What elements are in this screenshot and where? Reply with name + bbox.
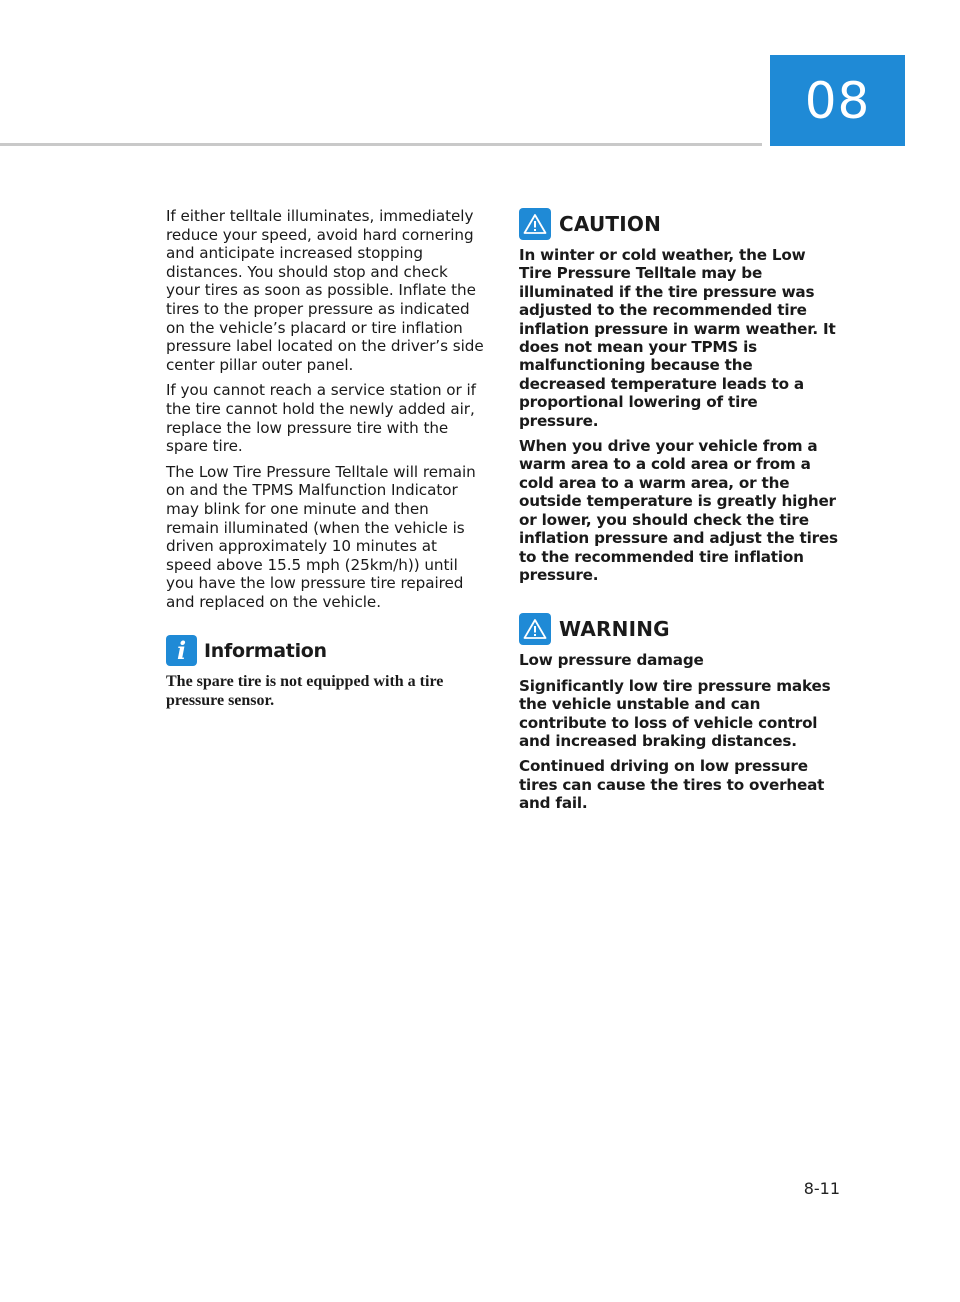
information-title: Information — [204, 639, 327, 662]
warning-triangle-icon — [519, 613, 551, 645]
right-column — [519, 208, 841, 820]
warning-header — [519, 613, 841, 645]
chapter-tab — [770, 55, 905, 146]
info-icon — [166, 635, 197, 666]
information-header — [166, 635, 486, 666]
warning-subtitle: Low pressure damage — [519, 651, 704, 670]
warning-triangle-icon — [519, 208, 551, 240]
info-icon-glyph: i — [176, 636, 187, 666]
caution-header — [519, 208, 841, 240]
body-paragraph: If you cannot reach a service station or if the tire cannot hold the newly added air, replace the low pressure tire with the spare tire. — [166, 381, 476, 456]
body-paragraph: If either telltale illuminates, immediately reduce your speed, avoid hard cornering and anticipate increased stopping distances. You should stop and check your tires as soon as possible. Inflate the tires to the proper pressure as indicated on the vehicle’s placard or tire inflation pressure label located on the driver’s side center pillar outer panel. — [166, 207, 484, 374]
caution-paragraph: When you drive your vehicle from a warm area to a cold area or from a cold area to a warm area, or the outside temperature is greatly higher or lower, you should check the tire inflation pressure and adjust the tires to the recommended tire inflation pressure. — [519, 437, 838, 584]
information-body: The spare tire is not equipped with a tire pressure sensor. — [166, 673, 444, 710]
caution-title: CAUTION — [559, 212, 662, 236]
warning-paragraph: Significantly low tire pressure makes the vehicle unstable and can contribute to loss of vehicle control and increased braking distances. — [519, 676, 831, 750]
caution-paragraph: In winter or cold weather, the Low Tire Pressure Telltale may be illuminated if the tire pressure was adjusted to the recommended tire inflation pressure in warm weather. It does not mean your TPMS is malfunctioning because the decreased temperature leads to a proportional lowering of tire pressure. — [519, 246, 836, 430]
left-column — [166, 207, 486, 710]
warning-title: WARNING — [559, 617, 670, 642]
page-number: 8-11 — [803, 1179, 840, 1198]
body-paragraph: The Low Tire Pressure Telltale will remain on and the TPMS Malfunction Indicator may blink for one minute and then remain illuminated (when the vehicle is driven approximately 10 minutes at speed above 15.5 mph (25km/h)) until you have the low pressure tire repaired and replaced on the vehicle. — [166, 462, 476, 611]
chapter-number: 08 — [804, 71, 871, 130]
header-rule — [0, 143, 762, 146]
warning-paragraph: Continued driving on low pressure tires can cause the tires to overheat and fail. — [519, 757, 825, 813]
notice-spacer — [519, 591, 841, 613]
